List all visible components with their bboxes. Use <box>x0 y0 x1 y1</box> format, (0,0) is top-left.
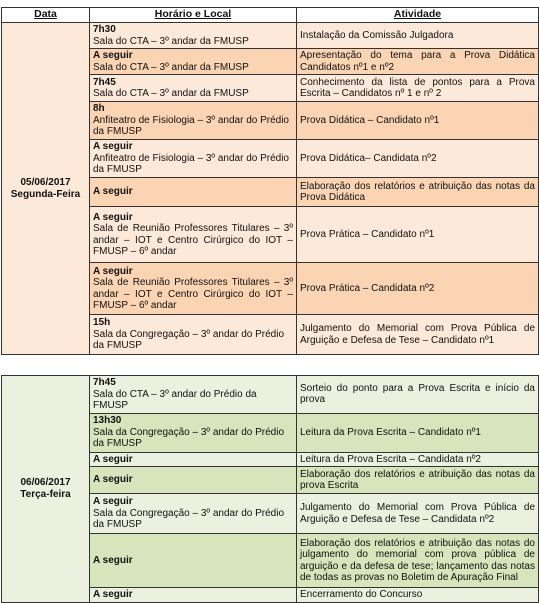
day2-row7-time-place <box>90 588 297 603</box>
day2-row6-activity: Elaboração dos relatórios e atribuição das notas do julgamento do memorial com prova pública de arguição e da defesa de tese; lançamento das notas de todas as provas no Boletim de Apuração Final <box>297 534 539 588</box>
day1-row9-time-place <box>90 315 297 355</box>
schedule-table-day1 <box>1 7 539 355</box>
time: A seguir <box>93 141 133 153</box>
time: 15h <box>93 317 111 329</box>
day2-row7-activity: Encerramento do Concurso <box>297 588 539 603</box>
place: Sala do CTA – 3º andar da FMUSP <box>93 88 249 99</box>
day2-row1-activity: Sorteio do ponto para a Prova Escrita e início da prova <box>297 376 539 414</box>
time: 13h30 <box>93 415 122 427</box>
day2-row5-time-place <box>90 494 297 534</box>
place: Anfiteatro de Fisiologia – 3º andar do Prédio da FMUSP <box>93 114 289 138</box>
time: A seguir <box>93 589 133 600</box>
day1-row1-activity: Instalação da Comissão Julgadora <box>297 23 539 49</box>
day1-row9-activity: Julgamento do Memorial com Prova Pública de Arguição e Defesa de Tese – Candidato nº1 <box>297 315 539 355</box>
day1-weekday: Segunda-Feira <box>10 188 81 200</box>
day2-row4-activity: Elaboração dos relatórios e atribuição das notas da prova Escrita <box>297 467 539 494</box>
day2-row2-time-place <box>90 413 297 452</box>
day2-row5-activity: Julgamento do Memorial com Prova Pública de Arguição e Defesa de Tese – Candidata nº2 <box>297 494 539 534</box>
day2-row3-time-place <box>90 452 297 467</box>
place: Sala de Reunião Professores Titulares – 3º andar – IOT e Centro Cirúrgico do IOT – FMUSP – 6º andar <box>93 277 293 311</box>
place: Anfiteatro de Fisiologia – 3º andar do Prédio da FMUSP <box>93 152 289 176</box>
day1-date: 05/06/2017 <box>20 177 71 188</box>
place: Sala do CTA – 3º andar do Prédio da FMUSP <box>93 388 257 411</box>
time: 7h45 <box>93 76 116 88</box>
time: 7h45 <box>93 377 116 388</box>
day1-row5-activity: Prova Didática– Candidata nº2 <box>297 140 539 178</box>
day2-weekday: Terça-feira <box>20 488 71 500</box>
place: Sala da Congregação – 3º andar do Prédio da FMUSP <box>93 328 285 352</box>
time: A seguir <box>93 474 133 486</box>
place: Sala do CTA – 3º andar da FMUSP <box>93 61 249 73</box>
day1-row5-time-place <box>90 140 297 178</box>
time: A seguir <box>93 496 133 508</box>
day1-row7-activity: Prova Prática – Candidato nº1 <box>297 207 539 263</box>
day2-row2-activity: Leitura da Prova Escrita – Candidato nº1 <box>297 413 539 452</box>
place: Sala da Congregação – 3º andar do Prédio da FMUSP <box>93 507 285 531</box>
time: A seguir <box>93 453 133 465</box>
time: 8h <box>93 103 105 115</box>
place: Sala do CTA – 3º andar da FMUSP <box>93 35 249 47</box>
day2-date: 06/06/2017 <box>20 477 71 489</box>
time: 7h30 <box>93 24 116 35</box>
day2-row3-activity: Leitura da Prova Escrita – Candidata nº2 <box>297 452 539 467</box>
day1-row2-time-place <box>90 49 297 75</box>
day1-row1-time-place <box>90 23 297 49</box>
day1-row3-activity: Conhecimento da lista de pontos para a Prova Escrita – Candidatos nº 1 e nº 2 <box>297 75 539 102</box>
day1-date-cell <box>2 23 90 355</box>
time: A seguir <box>93 211 133 223</box>
day1-row6-time-place <box>90 178 297 207</box>
day1-row7-time-place <box>90 207 297 263</box>
day1-row8-time-place <box>90 263 297 315</box>
day1-row3-time-place <box>90 75 297 102</box>
header-atividade: Atividade <box>297 8 539 23</box>
schedule-table-day2 <box>1 375 539 603</box>
day1-row2-activity: Apresentação do tema para a Prova Didática Candidatos nº1 e nº2 <box>297 49 539 75</box>
day1-row8-activity: Prova Prática – Candidata nº2 <box>297 263 539 315</box>
day2-date-cell <box>2 376 90 603</box>
day2-row4-time-place <box>90 467 297 494</box>
time: A seguir <box>93 554 133 566</box>
day2-row1-time-place <box>90 376 297 414</box>
header-data: Data <box>2 8 90 23</box>
place: Sala de Reunião Professores Titulares – 3º andar – IOT e Centro Cirúrgico do IOT – FMUSP – 6º andar <box>93 223 293 257</box>
time: A seguir <box>93 186 133 198</box>
time: A seguir <box>93 50 133 61</box>
day1-row4-time-place <box>90 102 297 140</box>
header-horario-local: Horário e Local <box>90 8 297 23</box>
place: Sala da Congregação – 3º andar do Prédio da FMUSP <box>93 426 285 450</box>
day1-row4-activity: Prova Didática – Candidato nº1 <box>297 102 539 140</box>
time: A seguir <box>93 265 133 277</box>
day1-row6-activity: Elaboração dos relatórios e atribuição das notas da Prova Didática <box>297 178 539 207</box>
day2-row6-time-place <box>90 534 297 588</box>
